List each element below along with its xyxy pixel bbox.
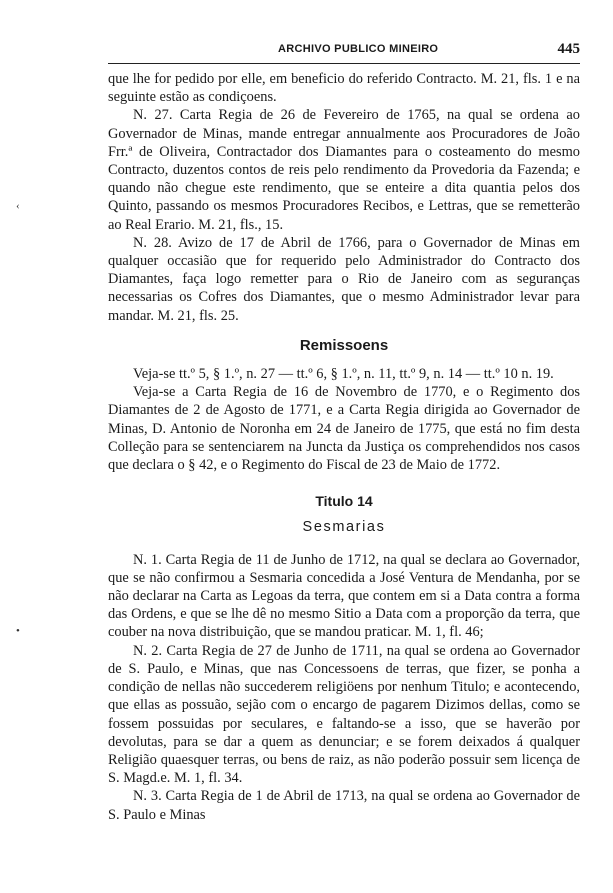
body-text <box>108 70 580 824</box>
section-heading-remissoens: Remissoens <box>299 336 389 354</box>
paragraph-sesmaria-n3: N. 3. Carta Regia de 1 de Abril de 1713, na qual se ordena ao Governador de S. Paulo e Minas <box>108 788 580 823</box>
paragraph-sesmaria-n2: N. 2. Carta Regia de 27 de Junho de 1711, na qual se ordena ao Governador de S. Paulo, e Minas, que nas Concessoens de terras, que fizer, se ponha a condição de nellas não succederem religiöens por nenhum Titulo; e acontecendo, que ellas as possuão, sejão com o encargo de pagarem Dizimos dellas, como se fossem possuidas por seculares, e faltando-se a isso, que se haverão por devolutas, para se dar a quem as denunciar; e se forem deixados á qualquer Religião quaesquer terras, ou bens de raiz, as não poderão possuir sem licença de S. Magd.e. M. 1, fl. 34. <box>108 642 580 787</box>
paragraph-continuation: que lhe for pedido por elle, em beneficio do referido Contracto. M. 21, fls. 1 e na seguinte estão as condiçoens. <box>108 71 580 106</box>
page-header <box>108 40 580 62</box>
running-head: ARCHIVO PUBLICO MINEIRO <box>278 43 439 55</box>
paragraph-remissao-1: Veja-se tt.º 5, § 1.º, n. 27 — tt.º 6, § 1.º, n. 11, tt.º 9, n. 14 — tt.º 10 n. 19. <box>133 366 554 383</box>
titulo-heading: Titulo 14 <box>315 493 373 510</box>
page-number: 445 <box>557 41 580 57</box>
paragraph-n28: N. 28. Avizo de 17 de Abril de 1766, para o Governador de Minas em qualquer occasião que for requerido pelo Administrador do Contracto dos Diamantes, faça logo remetter para o Rio de Janeiro com as seguranças necessarias os Cofres dos Diamantes, que o mesmo Administrador levar para mandar. M. 21, fls. 25. <box>108 234 580 324</box>
paragraph-sesmaria-n1: N. 1. Carta Regia de 11 de Junho de 1712, na qual se declara ao Governador, que se não confirmou a Sesmaria concedida a José Ventura de Mendanha, por se não declarar na Carta as Legoas da terra, que contem em si a Data contra a forma das Ordens, e que se lhe dê no mesmo Sitio a Data com a proporção da terra, que couber na nova distribuição, que se mandou praticar. M. 1, fl. 46; <box>108 551 580 641</box>
margin-mark: ‹ <box>16 200 20 212</box>
header-rule <box>108 63 580 64</box>
paragraph-n27: N. 27. Carta Regia de 26 de Fevereiro de 1765, na qual se ordena ao Governador de Minas, mande entregar annualmente aos Procuradores de João Frr.ª de Oliveira, Contractador dos Diamantes para o costeamento do mesmo Contracto, duzentos contos de reis pelo rendimento da Provedoria da Fazenda; e quando não chegue este rendimento, que se enteire a dita quantia pelos dos Quinto, passando os mesmos Procuradores Recibos, e Lettras, que se remetterão ao Real Erario. M. 21, fls., 15. <box>108 107 580 233</box>
margin-mark: • <box>16 625 20 637</box>
titulo-subheading: Sesmarias <box>302 519 386 536</box>
paragraph-remissao-2: Veja-se a Carta Regia de 16 de Novembro de 1770, e o Regimento dos Diamantes de 2 de Agosto de 1771, e a Carta Regia dirigida ao Governador de Minas, D. Antonio de Noronha em 24 de Janeiro de 1775, que está no fim desta Colleção para se sentenciarem na Juncta da Justiça os comprehendidos nos casos que declara o § 42, e o Regimento do Fiscal de 23 de Maio de 1772. <box>108 384 580 474</box>
